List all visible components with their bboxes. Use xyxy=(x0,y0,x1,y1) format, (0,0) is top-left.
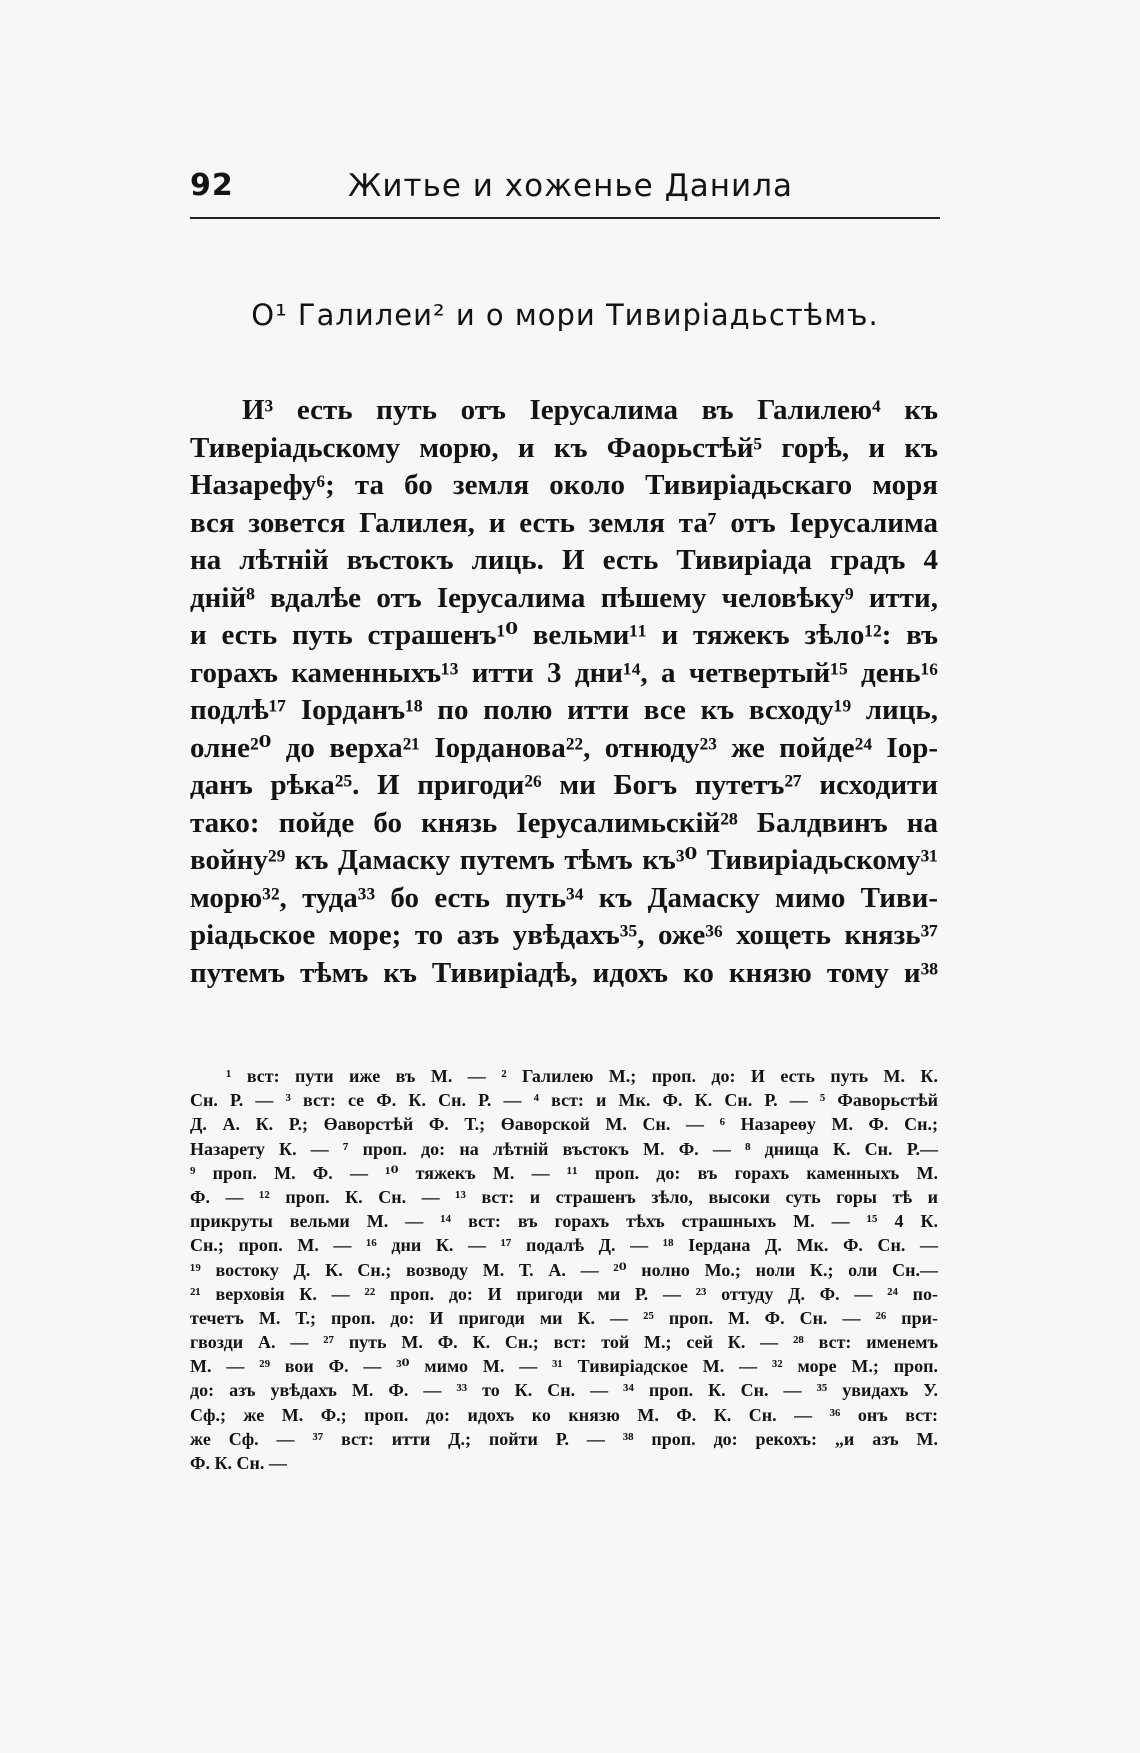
page-header xyxy=(190,168,940,220)
header-rule xyxy=(190,217,940,219)
footnote-line: Д. А. К. Р.; Өаворстѣй Ф. Т.; Өаворской М. Сн. — ⁶ Назареөу М. Ф. Сн.; xyxy=(190,1114,938,1135)
body-line: подлѣ¹⁷ Іорданъ¹⁸ по полю итти все къ всходу¹⁹ лиць, xyxy=(190,694,938,726)
body-line: вся зовется Галилея, и есть земля та⁷ отъ Іерусалима xyxy=(190,506,938,539)
footnote-line: до: азъ увѣдахъ М. Ф. — ³³ то К. Сн. — ³⁴ проп. К. Сн. — ³⁵ увидахъ У. xyxy=(190,1380,938,1401)
footnote-line: Ф. К. Сн. — xyxy=(190,1453,287,1473)
body-line: Назарефу⁶; та бо земля около Тивиріадьскаго моря xyxy=(190,469,938,501)
footnote-line: гвозди А. — ²⁷ путь М. Ф. К. Сн.; вст: той М.; сей К. — ²⁸ вст: именемъ xyxy=(190,1332,938,1353)
body-line: войну²⁹ къ Дамаску путемъ тѣмъ къ³⁰ Тивиріадьскому³¹ xyxy=(190,844,938,876)
footnote-line: Сн.; проп. М. — ¹⁶ дни К. — ¹⁷ подалѣ Д. — ¹⁸ Іердана Д. Мк. Ф. Сн. — xyxy=(190,1235,938,1256)
footnote-line: Сф.; же М. Ф.; проп. до: идохъ ко князю М. Ф. К. Сн. — ³⁶ онъ вст: xyxy=(190,1404,938,1425)
footnote-line: прикруты вельми М. — ¹⁴ вст: въ горахъ тѣхъ страшныхъ М. — ¹⁵ 4 К. xyxy=(190,1211,938,1232)
body-line: горахъ каменныхъ¹³ итти 3 дни¹⁴, а четвертый¹⁵ день¹⁶ xyxy=(190,656,938,689)
body-line: данъ рѣка²⁵. И пригоди²⁶ ми Богъ путетъ²⁷ исходити xyxy=(190,769,938,801)
body-line: тако: пойде бо князь Іерусалимьскій²⁸ Балдвинъ на xyxy=(190,806,938,839)
footnote-line: Назарету К. — ⁷ проп. до: на лѣтній въстокъ М. Ф. — ⁸ днища К. Сн. Р.— xyxy=(190,1138,938,1159)
running-title: Житье и хоженье Данила xyxy=(348,168,794,204)
footnote-line: М. — ²⁹ вои Ф. — ³⁰ мимо М. — ³¹ Тивиріадское М. — ³² море М.; проп. xyxy=(190,1356,938,1377)
body-line: Тиверіадьскому морю, и къ Фаорьстѣй⁵ горѣ, и къ xyxy=(190,431,938,464)
body-line: путемъ тѣмъ къ Тивиріадѣ, идохъ ко князю тому и³⁸ xyxy=(190,956,938,989)
section-title: О¹ Галилеи² и о мори Тивиріадьстѣмъ. xyxy=(251,298,879,332)
page-number: 92 xyxy=(190,168,234,203)
footnote-line: же Сф. — ³⁷ вст: итти Д.; пойти Р. — ³⁸ проп. до: рекохъ: „и азъ М. xyxy=(190,1428,938,1449)
footnote-line: течетъ М. Т.; проп. до: И пригоди ми К. — ²⁵ проп. М. Ф. Сн. — ²⁶ при- xyxy=(190,1307,938,1328)
body-line: И³ есть путь отъ Іерусалима въ Галилею⁴ къ xyxy=(242,394,938,426)
body-line: олне²⁰ до верха²¹ Іорданова²², отнюду²³ же пойде²⁴ Іор- xyxy=(190,731,938,764)
footnote-line: Сн. Р. — ³ вст: се Ф. К. Сн. Р. — ⁴ вст: и Мк. Ф. К. Сн. Р. — ⁵ Фаворьстѣй xyxy=(190,1090,938,1111)
footnote-line: ¹⁹ востоку Д. К. Сн.; возводу М. Т. А. — ²⁰ нолно Мо.; ноли К.; оли Сн.— xyxy=(190,1259,938,1280)
body-line: ріадьское море; то азъ увѣдахъ³⁵, оже³⁶ хощеть князь³⁷ xyxy=(190,919,938,951)
footnote-line: ¹ вст: пути иже въ М. — ² Галилею М.; проп. до: И есть путь М. К. xyxy=(226,1066,938,1086)
body-line: и есть путь страшенъ¹⁰ вельми¹¹ и тяжекъ зѣло¹²: въ xyxy=(190,619,938,651)
footnote-line: Ф. — ¹² проп. К. Сн. — ¹³ вст: и страшенъ зѣло, высоки суть горы тѣ и xyxy=(190,1186,938,1207)
body-line: дній⁸ вдалѣе отъ Іерусалима пѣшему человѣку⁹ итти, xyxy=(190,581,938,614)
body-text xyxy=(190,392,938,992)
footnotes xyxy=(190,1064,938,1475)
body-line: на лѣтній въстокъ лиць. И есть Тивиріада градъ 4 xyxy=(190,544,938,576)
footnote-line: ⁹ проп. М. Ф. — ¹⁰ тяжекъ М. — ¹¹ проп. до: въ горахъ каменныхъ М. xyxy=(190,1162,938,1183)
footnote-line: ²¹ верховія К. — ²² проп. до: И пригоди ми Р. — ²³ оттуду Д. Ф. — ²⁴ по- xyxy=(190,1283,938,1304)
body-line: морю³², туда³³ бо есть путь³⁴ къ Дамаску мимо Тиви- xyxy=(190,881,938,914)
